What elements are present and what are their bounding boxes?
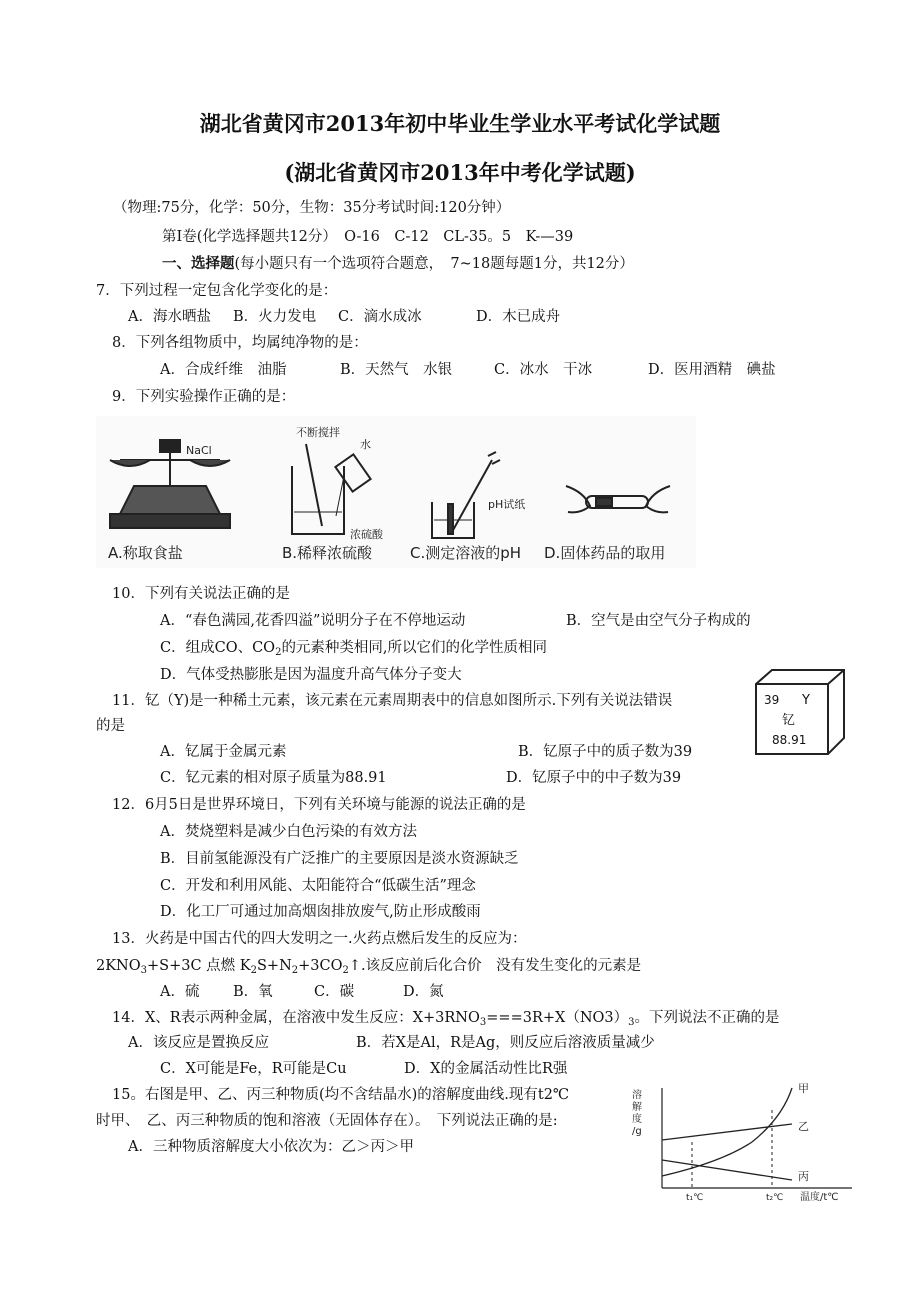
series-line-yi	[662, 1124, 792, 1140]
q12-stem: 12．6月5日是世界环境日，下列有关环境与能源的说法正确的是	[112, 797, 526, 813]
periodic-table-cell	[752, 666, 848, 760]
q7-option-b: B．火力发电	[233, 309, 317, 325]
q10-option-c: C．组成CO、$CO_2$的元素种类相同,所以它们的化学性质相同	[160, 640, 548, 658]
fig-label-d: D.固体药品的取用	[544, 544, 666, 562]
q7-option-c: C．滴水成冰	[338, 309, 422, 325]
x-tick-t2: t₂℃	[766, 1193, 784, 1202]
q7-stem: 7．下列过程一定包含化学变化的是：	[96, 283, 338, 299]
q10-option-b: B．空气是由空气分子构成的	[566, 613, 751, 629]
paper-title: 湖北省黄冈市2013年初中毕业生学业水平考试化学试题	[199, 111, 721, 136]
exam-info: （物理:75分，化学：50分，生物：35分考试时间:120分钟）	[113, 200, 511, 216]
q7-option-d: D．木已成舟	[476, 309, 561, 325]
q14-option-c: C．X可能是Fe，R可能是Cu	[160, 1061, 347, 1077]
nacl-label: NaCl	[186, 444, 212, 457]
section-heading: 一、选择题(每小题只有一个选项符合题意， 7~18题每题1分，共12分）	[162, 255, 634, 272]
q8-option-c: C．冰水 干冰	[494, 362, 593, 378]
volume-info: 第Ⅰ卷(化学选择题共12分） O-16 C-12 CL-35。5 K-—39	[162, 229, 574, 245]
element-name: 钇	[782, 713, 796, 728]
q8-option-a: A．合成纤维 油脂	[160, 362, 287, 378]
y-axis-label-3: 度	[632, 1114, 642, 1125]
q12-option-b: B．目前氢能源没有广泛推广的主要原因是淡水资源缺乏	[160, 851, 519, 867]
ph-paper-label: pH试纸	[488, 498, 526, 511]
paper-subtitle: (湖北省黄冈市2013年中考化学试题)	[284, 160, 636, 185]
q12-option-c: C．开发和利用风能、太阳能符合“低碳生活”理念	[160, 878, 476, 894]
fig-label-a: A.称取食盐	[108, 544, 183, 562]
q13-option-c: C．碳	[314, 984, 355, 1000]
q15-stem-line1: 15。右图是甲、乙、丙三种物质(均不含结晶水)的溶解度曲线.现有t2℃	[112, 1087, 570, 1103]
q14-stem: 14．X、R表示两种金属，在溶液中发生反应：$X+3RNO_3===3R+X(NO3)_3$。下列说法不正确的是	[112, 1010, 780, 1028]
x-tick-t1: t₁℃	[686, 1193, 704, 1202]
q11-stem-line1: 11．钇（Y)是一种稀土元素，该元素在元素周期表中的信息如图所示.下列有关说法错误	[112, 693, 673, 709]
q10-option-d: D．气体受热膨胀是因为温度升高气体分子变大	[160, 667, 462, 683]
solubility-chart	[632, 1080, 860, 1202]
y-axis-label-1: 溶	[632, 1090, 642, 1101]
q15-stem-line2: 时甲、 乙、丙三种物质的饱和溶液（无固体存在）。 下列说法正确的是:	[96, 1113, 558, 1129]
q11-option-c: C．钇元素的相对原子质量为88.91	[160, 770, 387, 786]
element-symbol: Y	[802, 693, 810, 708]
q12-option-d: D．化工厂可通过加高烟囱排放废气,防止形成酸雨	[160, 904, 481, 920]
q11-stem-line2: 的是	[96, 718, 125, 734]
water-label: 水	[360, 438, 371, 451]
fig-label-b: B.稀释浓硫酸	[282, 544, 373, 562]
x-axis-label: 温度/t℃	[800, 1192, 839, 1202]
q13-stem: 13．火药是中国古代的四大发明之一.火药点燃后发生的反应为：	[112, 931, 527, 947]
series-label-jia: 甲	[798, 1082, 809, 1095]
q14-option-b: B．若X是Al，R是Ag，则反应后溶液质量减少	[356, 1035, 655, 1051]
q12-option-a: A．焚烧塑料是减少白色污染的有效方法	[160, 824, 417, 840]
atomic-number: 39	[764, 693, 780, 707]
y-axis-label-4: /g	[632, 1126, 642, 1137]
atomic-mass: 88.91	[772, 733, 807, 747]
q8-option-d: D．医用酒精 碘盐	[648, 362, 776, 378]
y-axis-label-2: 解	[632, 1102, 642, 1113]
q14-option-a: A．该反应是置换反应	[128, 1035, 269, 1051]
q13-option-d: D．氮	[403, 984, 444, 1000]
q11-option-a: A．钇属于金属元素	[160, 744, 287, 760]
q11-option-d: D．钇原子中的中子数为39	[506, 770, 682, 786]
q14-option-d: D．X的金属活动性比R强	[404, 1061, 568, 1077]
q11-option-b: B．钇原子中的质子数为39	[518, 744, 693, 760]
q8-stem: 8．下列各组物质中，均属纯净物的是：	[112, 335, 368, 351]
q13-equation: $2KNO_3+S+3C$ 点燃 $K_2S+N_2+3CO_2↑$.该反应前后化合价 没有发生变化的元素是	[96, 958, 642, 976]
acid-label: 浓硫酸	[350, 528, 383, 541]
q13-option-b: B．氧	[233, 984, 273, 1000]
q13-option-a: A．硫	[160, 984, 200, 1000]
series-label-yi: 乙	[798, 1120, 809, 1133]
q8-option-b: B．天然气 水银	[340, 362, 453, 378]
q10-option-a: A．“春色满园,花香四溢”说明分子在不停地运动	[160, 613, 466, 629]
q9-stem: 9．下列实验操作正确的是：	[112, 389, 296, 405]
q7-option-a: A．海水晒盐	[128, 309, 211, 325]
q10-stem: 10．下列有关说法正确的是	[112, 586, 290, 602]
stir-label: 不断搅拌	[296, 426, 340, 439]
series-label-bing: 丙	[798, 1170, 809, 1183]
lab-operations-figure	[96, 416, 696, 568]
fig-label-c: C.测定溶液的pH	[410, 544, 522, 562]
q15-option-a: A．三种物质溶解度大小依次为：乙＞丙＞甲	[128, 1139, 414, 1155]
